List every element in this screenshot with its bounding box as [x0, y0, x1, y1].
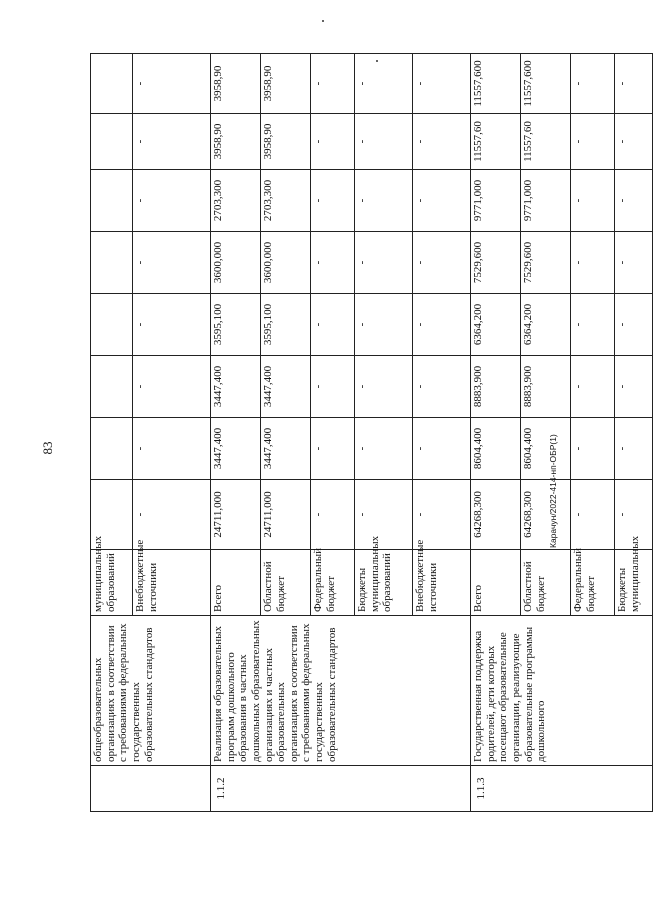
amount-cell: - [355, 170, 413, 232]
amount-cell: - [615, 418, 653, 480]
amount-cell: - [355, 54, 413, 114]
row-number-cell [91, 766, 211, 812]
amount-cell: - [413, 356, 471, 418]
funding-source-cell: Всего [211, 550, 261, 616]
amount-cell: 2703,300 [211, 170, 261, 232]
amount-cell: 8883,900 [471, 356, 521, 418]
amount-cell: 2703,300 [261, 170, 311, 232]
amount-cell: - [413, 418, 471, 480]
amount-cell: 64268,300 [521, 480, 571, 550]
amount-cell: - [615, 54, 653, 114]
amount-cell: - [571, 232, 615, 294]
funding-source-cell: Федеральный бюджет [571, 550, 615, 616]
funding-source-cell: Федеральный бюджет [311, 550, 355, 616]
amount-cell: 11557,600 [521, 54, 571, 114]
amount-cell [91, 170, 133, 232]
amount-cell: 3447,400 [211, 418, 261, 480]
amount-cell [91, 114, 133, 170]
amount-cell: - [615, 294, 653, 356]
amount-cell [91, 356, 133, 418]
amount-cell: - [355, 356, 413, 418]
amount-cell: 9771,000 [471, 170, 521, 232]
amount-cell: 3595,100 [211, 294, 261, 356]
amount-cell: 6364,200 [521, 294, 571, 356]
amount-cell: 7529,600 [471, 232, 521, 294]
funding-source-cell: Внебюджетные источники [413, 550, 471, 616]
amount-cell: - [615, 356, 653, 418]
amount-cell: 3447,400 [261, 356, 311, 418]
amount-cell: - [311, 170, 355, 232]
document-code: Карачун/2022-414-нп-ОБР(1) [548, 434, 558, 548]
funding-source-cell: Внебюджетные источники [133, 550, 211, 616]
table-row [91, 54, 133, 812]
amount-cell: - [413, 54, 471, 114]
amount-cell: 3447,400 [211, 356, 261, 418]
funding-source-cell: Бюджеты муниципальных образований [355, 550, 413, 616]
amount-cell: - [571, 356, 615, 418]
amount-cell: - [355, 480, 413, 550]
budget-table [90, 53, 653, 812]
amount-cell: 6364,200 [471, 294, 521, 356]
amount-cell: 3958,90 [211, 54, 261, 114]
amount-cell: 11557,600 [471, 54, 521, 114]
amount-cell [91, 54, 133, 114]
amount-cell: 3600,000 [261, 232, 311, 294]
table-row [211, 54, 261, 812]
amount-cell: - [311, 480, 355, 550]
amount-cell: - [571, 170, 615, 232]
amount-cell: - [615, 232, 653, 294]
amount-cell: 3600,000 [211, 232, 261, 294]
amount-cell: - [133, 232, 211, 294]
page-number: 83 [40, 441, 55, 455]
amount-cell: 3958,90 [261, 54, 311, 114]
amount-cell: - [133, 418, 211, 480]
amount-cell: - [355, 418, 413, 480]
amount-cell: 3595,100 [261, 294, 311, 356]
amount-cell [91, 418, 133, 480]
amount-cell: - [133, 114, 211, 170]
amount-cell: - [615, 480, 653, 550]
amount-cell: - [571, 480, 615, 550]
amount-cell: - [133, 356, 211, 418]
amount-cell: 11557,60 [471, 114, 521, 170]
amount-cell: 7529,600 [521, 232, 571, 294]
measure-name-cell: Реализация образовательных программ дошкольного образования в частных дошкольных образовательных организациях и частных образовательных организациях в соответствии с требованиями федеральных государственных образовательных стандартов [211, 616, 471, 766]
amount-cell: - [413, 232, 471, 294]
amount-cell: - [413, 170, 471, 232]
amount-cell: 3447,400 [261, 418, 311, 480]
amount-cell: - [311, 54, 355, 114]
amount-cell: - [133, 294, 211, 356]
table-row [471, 54, 521, 812]
amount-cell: - [355, 294, 413, 356]
funding-source-cell: Областной бюджет [521, 550, 571, 616]
amount-cell: - [413, 480, 471, 550]
amount-cell: 64268,300 [471, 480, 521, 550]
amount-cell: - [571, 54, 615, 114]
amount-cell: - [413, 114, 471, 170]
amount-cell: - [355, 114, 413, 170]
amount-cell: - [571, 114, 615, 170]
funding-source-cell: Всего [471, 550, 521, 616]
amount-cell: 8604,400 [471, 418, 521, 480]
funding-source-cell: Областной бюджет [261, 550, 311, 616]
amount-cell: 3958,90 [211, 114, 261, 170]
measure-name-cell: общеобразовательных организациях в соответствии с требованиями федеральных государственных образовательных стандартов [91, 616, 211, 766]
amount-cell: - [133, 480, 211, 550]
funding-source-cell: муниципальных образований [91, 550, 133, 616]
measure-name-cell: Государственная поддержка родителей, дети которых посещают образовательные организации, реализующие образовательные программы дошкольного [471, 616, 653, 766]
amount-cell: - [311, 114, 355, 170]
amount-cell: 11557,60 [521, 114, 571, 170]
amount-cell: 24711,000 [261, 480, 311, 550]
amount-cell: - [571, 294, 615, 356]
amount-cell [91, 294, 133, 356]
amount-cell: - [133, 54, 211, 114]
rotated-table-container [90, 54, 641, 812]
amount-cell: 3958,90 [261, 114, 311, 170]
row-number-cell: 1.1.3 [471, 766, 653, 812]
amount-cell: 8604,400 [521, 418, 571, 480]
amount-cell: - [311, 232, 355, 294]
amount-cell: - [311, 294, 355, 356]
amount-cell: - [133, 170, 211, 232]
amount-cell: 8883,900 [521, 356, 571, 418]
amount-cell: - [311, 356, 355, 418]
amount-cell: 9771,000 [521, 170, 571, 232]
funding-source-cell: Бюджеты муниципальных [615, 550, 653, 616]
amount-cell: - [571, 418, 615, 480]
amount-cell [91, 232, 133, 294]
row-number-cell: 1.1.2 [211, 766, 471, 812]
amount-cell: - [615, 170, 653, 232]
amount-cell: - [355, 232, 413, 294]
amount-cell: 24711,000 [211, 480, 261, 550]
amount-cell: - [311, 418, 355, 480]
scan-speck [322, 20, 324, 22]
amount-cell: - [615, 114, 653, 170]
amount-cell: - [413, 294, 471, 356]
